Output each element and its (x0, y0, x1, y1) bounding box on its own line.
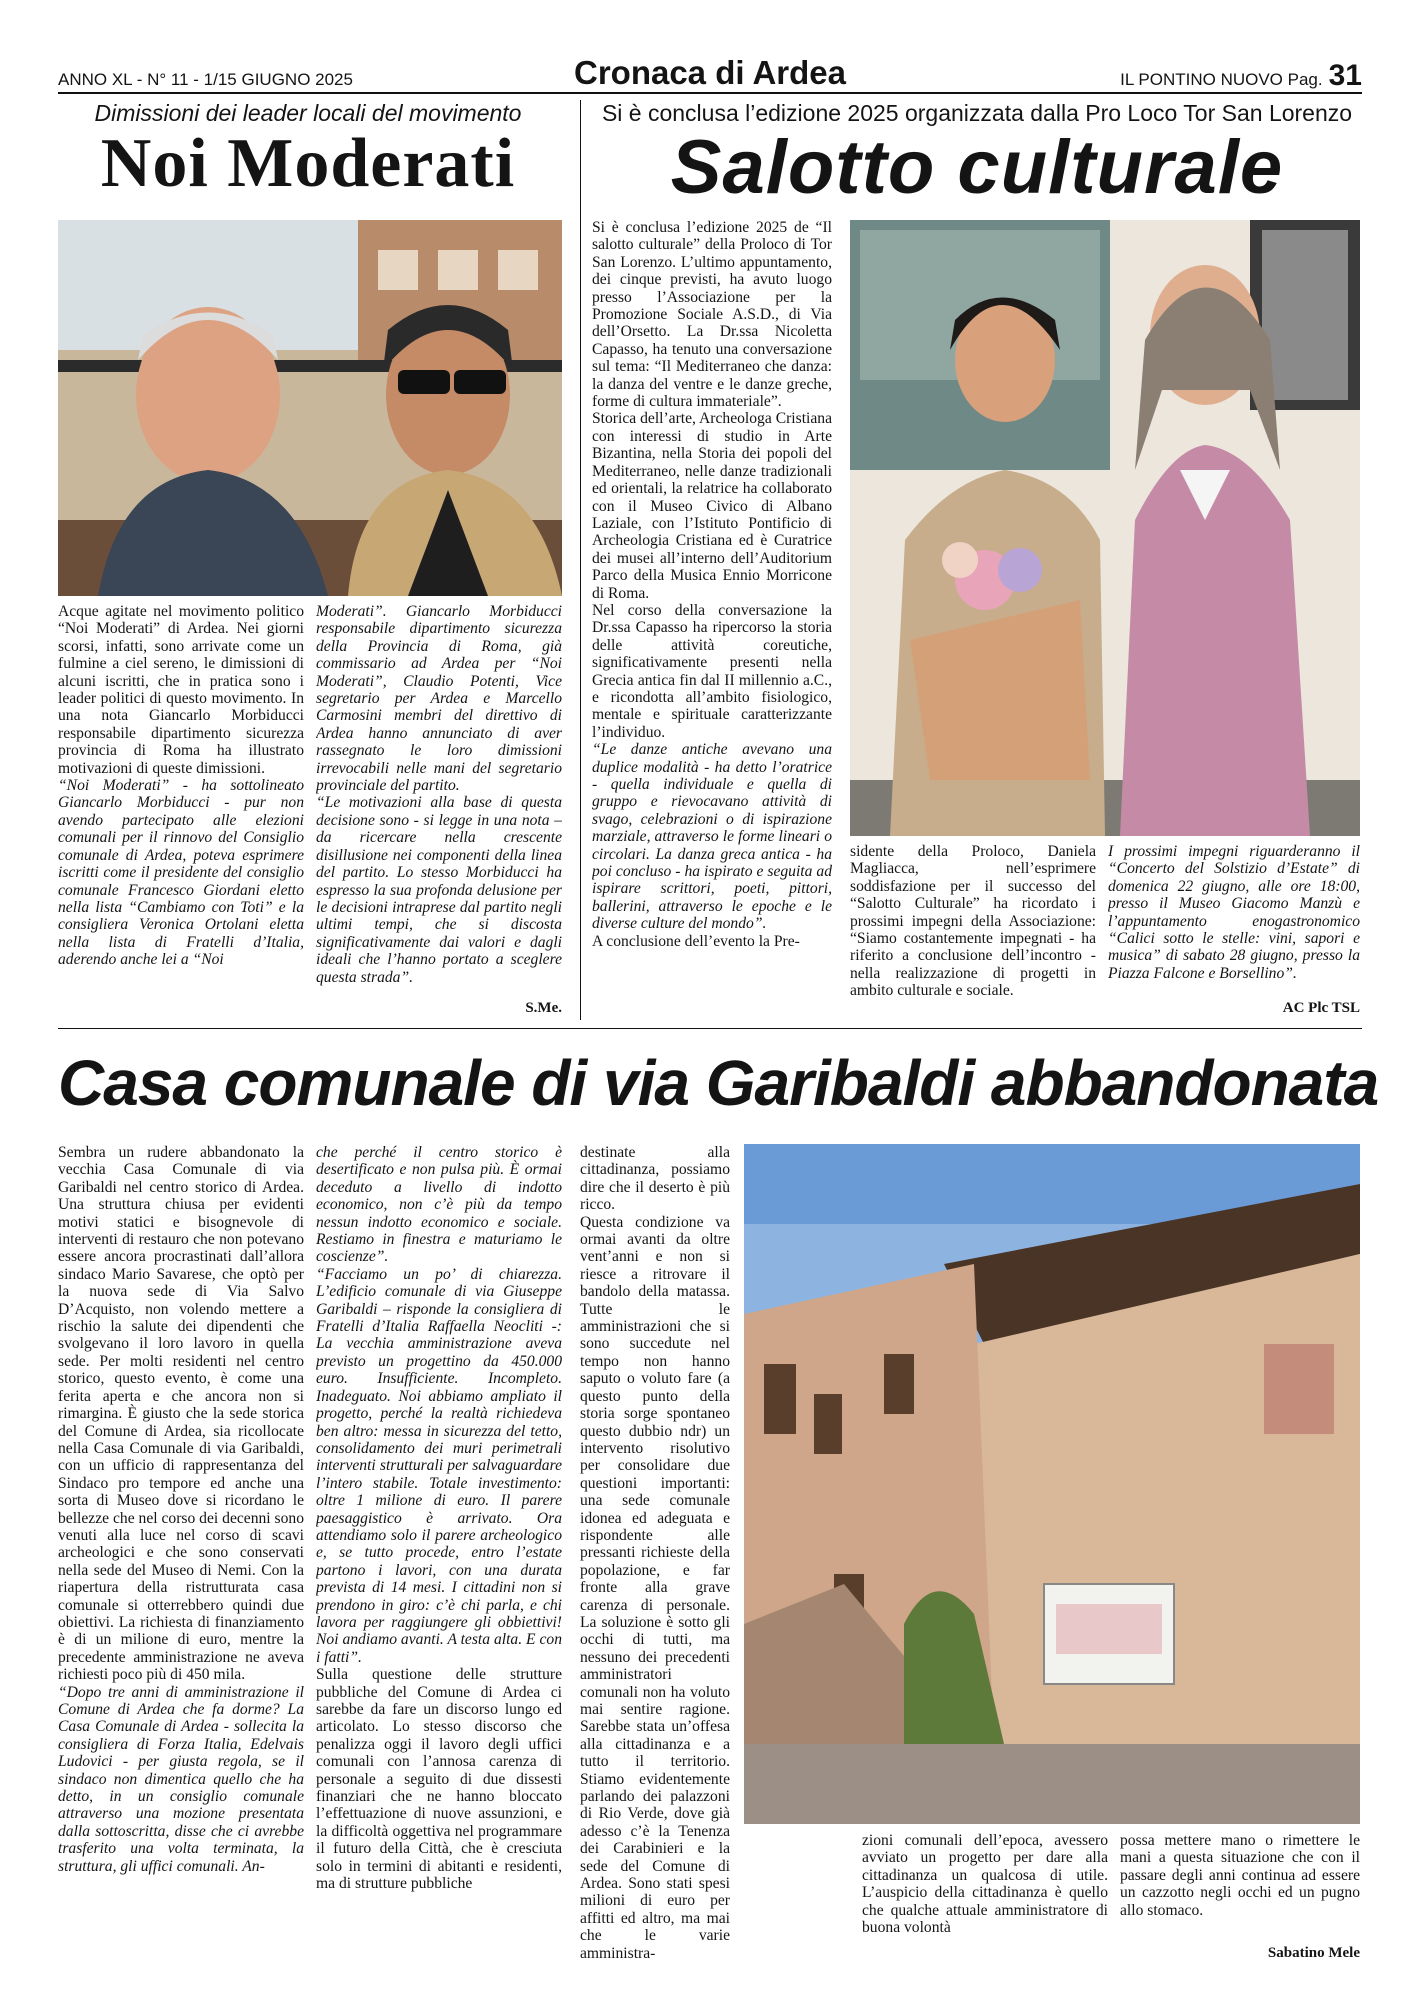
article3-col3 (580, 1144, 730, 1964)
paragraph: “Dopo tre anni di amministrazione il Comune di Ardea che fa dorme? La Casa Comunale di Ardea - sollecita la consigliera di Forza Italia, Edelvais Ludovici - per giusta regola, se il sindaco non dimentica quello che ha detto, in un consiglio comunale attraverso una mozione presentata dalla sottoscritta, disse che ci avrebbe trasferito una volta terminata, la struttura, gli uffici comunali. An- (58, 1683, 304, 1875)
article3-col2 (316, 1144, 562, 1964)
article2-headline: Salotto culturale (670, 125, 1284, 210)
paragraph: che perché il centro storico è desertificato e non pulsa più. È ormai deceduto a livello di indotto economico, non c’è più da tempo nessun indotto economico e sociale. Restiamo in finestra e maturiamo le coscienze”. (316, 1144, 562, 1266)
paragraph: sidente della Proloco, Daniela Magliacca, nell’esprimere soddisfazione per il successo del “Salotto Culturale” ha ricordato i prossimi impegni della Associazione: “Siamo costantemente impegnati - ha riferito a conclusione dell’incontro - nella realizzazione di progetti in ambito culturale e sociale. (850, 843, 1096, 1000)
paragraph: destinate alla cittadinanza, possiamo dire che il deserto è più ricco. (580, 1144, 730, 1214)
paragraph: Storica dell’arte, Archeologa Cristiana con interessi di studio in Arte Bizantina, nella Storia dei popoli del Mediterraneo, nelle danze tradizionali ed orientali, la relatrice ha collaborato con il Museo Civico di Albano Laziale, con l’Istituto Pontificio di Archeologia Cristiana ed è Curatrice dei musei all’interno dell’Auditorium Parco della Musica Ennio Morricone di Roma. (592, 410, 832, 602)
paper-name: IL PONTINO NUOVO (1120, 70, 1283, 89)
paragraph: A conclusione dell’evento la Pre- (592, 932, 800, 950)
paragraph: Si è conclusa l’edizione 2025 de “Il salotto culturale” della Proloco di Tor San Lorenzo. L’ultimo appuntamento, dei cinque previsti, ha avuto luogo presso l’Associazione per la Promozione Sociale A.S.D., di Via dell’Orsetto. La Dr.ssa Nicoletta Capasso, ha tenuto una conversazione sul tema: “Il Mediterraneo che danza: la danza del ventre e le danze greche, forme di cultura immateriale”. (592, 219, 832, 411)
article3-headline: Casa comunale di via Garibaldi abbandonata (58, 1047, 1379, 1119)
article2-kicker: Si è conclusa l’edizione 2025 organizzata dalla Pro Loco Tor San Lorenzo (601, 100, 1353, 126)
article1-headline: Noi Moderati (100, 125, 516, 202)
article3-col4 (862, 1832, 1108, 1962)
article2-col1 (592, 219, 832, 1014)
article2-col2 (850, 843, 1096, 1013)
article2-photo (850, 220, 1360, 836)
paragraph: “Le danze antiche avevano una duplice modalità - ha detto l’oratrice - quella individuale e quella di gruppo e rievocavano attività di svago, celebrazioni o di ispirazione marziale, attraverso le forme lineari o circolari. La danza greca antica - ha poi concluso - ha ispirato e seguita ad ispirare scrittori, poeti, pittori, ballerini, attraverso le epoche e le diverse culture del mondo”. (592, 741, 832, 933)
paragraph: Acque agitate nel movimento politico “Noi Moderati” di Ardea. Nei giorni scorsi, infatti, sono arrivate come un fulmine a ciel sereno, le dimissioni di alcuni iscritti, che in pratica sono i leader politici di questo movimento. In una nota Giancarlo Morbiducci responsabile dipartimento sicurezza provincia di Roma ha illustrato motivazioni di queste dimissioni. (58, 603, 304, 777)
section-title: Cronaca di Ardea (573, 54, 847, 91)
column-divider (580, 100, 581, 1020)
paragraph: I prossimi impegni riguarderanno il “Concerto del Solstizio d’Estate” di domenica 22 giugno, alle ore 18:00, presso il Museo Giacomo Manzù e l’appuntamento enogastronomico “Calici sotto le stelle: vini, sapori e musica” di sabato 28 giugno, presso la Piazza Falcone e Borsellino”. (1108, 843, 1360, 982)
article3-col1 (58, 1144, 304, 1964)
paragraph: Sembra un rudere abbandonato la vecchia Casa Comunale di via Garibaldi nel centro storico di Ardea. Una struttura chiusa per evidenti motivi statici e bisognevole di interventi di restauro che non potevano essere ancora procrastinati dall’allora sindaco Mario Savarese, che optò per la nuova sede di Via Salvo D’Acquisto, non volendo mettere a rischio la salute dei dipendenti che svolgevano il loro lavoro in quella sede. Per molti residenti nel centro storico, questo evento, è come una ferita aperta e che ancora non si rimargina. È giusto che la sede storica del Comune di Ardea, sia ricollocate nella Casa Comunale di via Garibaldi, con un ufficio di rappresentanza del Sindaco pro tempore ed anche una sorta di Museo dove si ricordano le bellezze che nel corso dei decenni sono venuti alla luce nel corso di scavi archeologici e che sono conservati nella sede del Museo di Nemi. Con la riapertura della ristrutturata casa comunale si otterrebbero quindi due obiettivi. La richiesta di finanziamento è di un milione di euro, mentre la precedente amministrazione ne aveva richiesti poco più di 450 mila. (58, 1144, 304, 1684)
article1-signature: S.Me. (525, 1000, 562, 1016)
paragraph: Moderati”. Giancarlo Morbiducci responsabile dipartimento sicurezza della Provincia di Roma, già commissario ad Ardea per “Noi Moderati”, Claudio Potenti, Vice segretario per Ardea e Marcello Carmosini membri del direttivo di Ardea hanno annunciato di aver rassegnato le loro dimissioni irrevocabili nelle mani del segretario provinciale del partito. (316, 603, 562, 795)
paragraph: “Le motivazioni alla base di questa decisione sono - si legge in una nota – da ricercare nella crescente disillusione nei componenti della linea del partito. Lo stesso Morbiducci ha espresso la sua profonda delusione per le decisioni intraprese dal partito negli ultimi tempi, che si discosta significativamente dai valori e dagli ideali che l’hanno portato a sceglere questa strada”. (316, 794, 562, 986)
page-label: Pag. (1287, 70, 1323, 89)
paragraph: zioni comunali dell’epoca, avessero avviato un progetto per dare alla cittadinanza un qualcosa di utile. L’auspicio della cittadinanza è quello che qualche attuale amministratore di buona volontà (862, 1832, 1108, 1937)
paragraph: possa mettere mano o rimettere le mani a questa situazione che con il passare degli anni continua ad essere un cazzotto negli occhi ed un pugno allo stomaco. (1120, 1832, 1360, 1919)
article3-signature: Sabatino Mele (1267, 1945, 1360, 1961)
page-number: 31 (1328, 59, 1362, 92)
article1-photo (58, 220, 562, 596)
article2-col3 (1108, 843, 1360, 1013)
page-info (1120, 59, 1362, 93)
section-rule (58, 1028, 1362, 1029)
article1-kicker: Dimissioni dei leader locali del movimento (94, 100, 522, 126)
article1-col1 (58, 603, 304, 1013)
paragraph: Questa condizione va ormai avanti da oltre vent’anni e non si riesce a ritrovare il bandolo della matassa. Tutte le amministrazioni che si sono succedute nel tempo non hanno saputo o voluto fare (a questo punto della storia sorge spontaneo questo dubbio ndr) un intervento risolutivo per consolidare due questioni importanti: una sede comunale idonea ed adeguata e rispondente alle pressanti richieste della popolazione, e far fronte alla grave carenza di personale. La soluzione è sotto gli occhi di tutti, ma nessuno dei precedenti amministratori comunali non ha voluto mai sentire ragione. Sarebbe stata un’offesa alla cittadinanza e a tutto il territorio. Stiamo evidentemente parlando dei palazzoni di Rio Verde, dove già adesso c’è la Tenenza dei Carabinieri e la sede del Comune di Ardea. Sono stati spesi milioni di euro per affitti ed altro, ma mai che le varie amministra- (580, 1213, 730, 1962)
issue-info: ANNO XL - N° 11 - 1/15 GIUGNO 2025 (58, 70, 353, 89)
article2-signature: AC Plc TSL (1282, 1000, 1360, 1016)
article1-col2 (316, 603, 562, 1013)
masthead-rule (58, 92, 1362, 94)
paragraph: Nel corso della conversazione la Dr.ssa Capasso ha ripercorso la storia delle attività coreutiche, significativamente presenti nella Grecia antica fin dal II millennio a.C., e ricondotta all’ambito fisiologico, mentale e spirituale caratterizzante l’individuo. (592, 601, 832, 741)
article3-col5 (1120, 1832, 1360, 1942)
paragraph: “Facciamo un po’ di chiarezza. L’edificio comunale di via Giuseppe Garibaldi – risponde la consigliera di Fratelli d’Italia Raffaella Neocliti -: La vecchia amministrazione aveva previsto un progettino da 450.000 euro. Insufficiente. Incompleto. Inadeguato. Noi abbiamo ampliato il progetto, perché la realtà richiedeva ben altro: messa in sicurezza del tetto, consolidamento dei muri perimetrali interventi strutturali per salvaguardare l’intero stabile. Totale investimento: oltre 1 milione di euro. Il parere paesaggistico è arrivato. Ora attendiamo solo il parere archeologico e, se tutto procede, entro l’estate partono i lavori, con una durata prevista di 14 mesi. I cittadini non si prendono in giro: c’è chi parla, e chi lavora per raggiungere gli obbiettivi! Noi andiamo avanti. A testa alta. E con i fatti”. (316, 1265, 562, 1666)
paragraph: Sulla questione delle strutture pubbliche del Comune di Ardea ci sarebbe da fare un discorso lungo ed articolato. Lo stesso discorso che penalizza oggi il lavoro degli uffici comunali con l’annosa carenza di personale a seguito di due dissesti finanziari che ne hanno bloccato l’effettuazione di nuove assunzioni, e la difficoltà oggettiva nel programmare il futuro della Città, che è cresciuta solo in termini di abitanti e residenti, ma di strutture pubbliche (316, 1666, 562, 1893)
paragraph: “Noi Moderati” - ha sottolineato Giancarlo Morbiducci - pur non avendo partecipato alle elezioni comunali per il rinnovo del Consiglio comunale di Ardea, poteva esprimere iscritti come il presidente del consiglio comunale Francesco Giordani eletto nella lista “Cambiamo con Toti” e la consigliera Veronica Ortolani eletta nella lista di Fratelli d’Italia, aderendo anche lei a “Noi (58, 777, 304, 969)
masthead (58, 56, 1362, 96)
article3-photo (744, 1144, 1360, 1824)
